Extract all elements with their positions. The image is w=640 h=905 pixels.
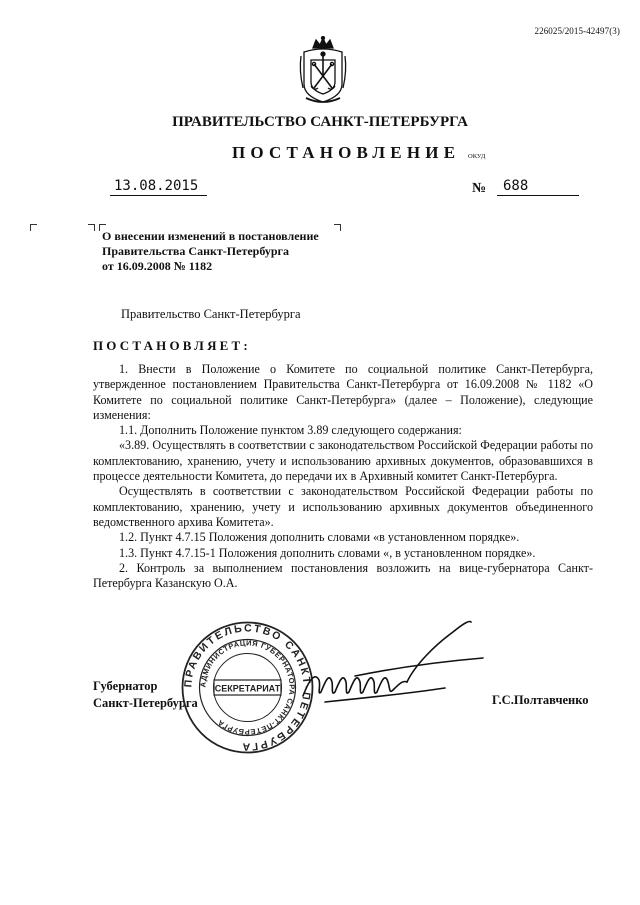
coat-of-arms-icon xyxy=(298,36,348,106)
decree-subject xyxy=(102,229,352,274)
decree-date: 13.08.2015 xyxy=(110,178,207,196)
body-paragraph: «3.89. Осуществлять в соответствии с законодательством Российской Федерации работы по комплектованию, хранению, учету и использованию архивных документов, образовавшихся в процессе деятельности Комитета, до передачи их в Архивный комитет Санкт-Петербурга. xyxy=(93,438,593,484)
signer-title-line: Санкт-Петербурга xyxy=(93,696,198,710)
svg-text:СЕКРЕТАРИАТ: СЕКРЕТАРИАТ xyxy=(214,683,281,694)
decree-title: ПОСТАНОВЛЕНИЕ xyxy=(232,143,461,162)
body-paragraph: Осуществлять в соответствии с законодательством Российской Федерации работы по комплектованию, хранению, учету и использованию архивных документов объединенного ведомственного архива Комитета». xyxy=(93,484,593,529)
subject-line: О внесении изменений в постановление xyxy=(102,229,319,243)
corner-mark-left xyxy=(30,224,37,231)
handwritten-signature-icon xyxy=(295,610,485,720)
resolves-heading: ПОСТАНОВЛЯЕТ: xyxy=(93,338,251,353)
body-paragraph: 1. Внести в Положение о Комитете по социальной политике Санкт-Петербурга, утвержденное постановлением Правительства Санкт-Петербурга от 16.09.2008 № 1182 «О Комитете по социальной политике Санкт-Петербурга» (далее – Положение), следующие изменения: xyxy=(93,362,593,422)
signer-name: Г.С.Полтавченко xyxy=(492,693,589,707)
corner-mark-mid-right xyxy=(88,224,95,231)
document-registration-number: 226025/2015-42497(3) xyxy=(534,26,620,36)
okud-label: ОКУД xyxy=(468,153,486,160)
body-paragraph: 1.1. Дополнить Положение пунктом 3.89 следующего содержания: xyxy=(119,423,462,438)
signer-title-line: Губернатор xyxy=(93,679,158,693)
body-paragraph: 1.3. Пункт 4.7.15-1 Положения дополнить словами «, в установленном порядке». xyxy=(119,545,536,560)
subject-line: Правительства Санкт-Петербурга xyxy=(102,244,290,258)
body-paragraph: 1.2. Пункт 4.7.15 Положения дополнить словами «в установленном порядке». xyxy=(119,530,520,545)
decree-number: 688 xyxy=(497,178,579,196)
subject-line: от 16.09.2008 № 1182 xyxy=(102,259,213,273)
decree-body xyxy=(93,362,593,591)
svg-text:ПРАВИТЕЛЬСТВО САНКТ-ПЕТЕРБУРГА: ПРАВИТЕЛЬСТВО САНКТ-ПЕТЕРБУРГА xyxy=(182,622,313,753)
decree-number-label: № xyxy=(472,181,487,196)
government-title: ПРАВИТЕЛЬСТВО САНКТ-ПЕТЕРБУРГА xyxy=(172,114,468,130)
body-paragraph: 2. Контроль за выполнением постановления возложить на вице-губернатора Санкт-Петербурга Казанскую О.А. xyxy=(93,560,593,591)
svg-text:АДМИНИСТРАЦИЯ ГУБЕРНАТОРА САНК: АДМИНИСТРАЦИЯ ГУБЕРНАТОРА САНКТ-ПЕТЕРБУРГА xyxy=(198,638,297,737)
preamble: Правительство Санкт-Петербурга xyxy=(121,307,301,321)
